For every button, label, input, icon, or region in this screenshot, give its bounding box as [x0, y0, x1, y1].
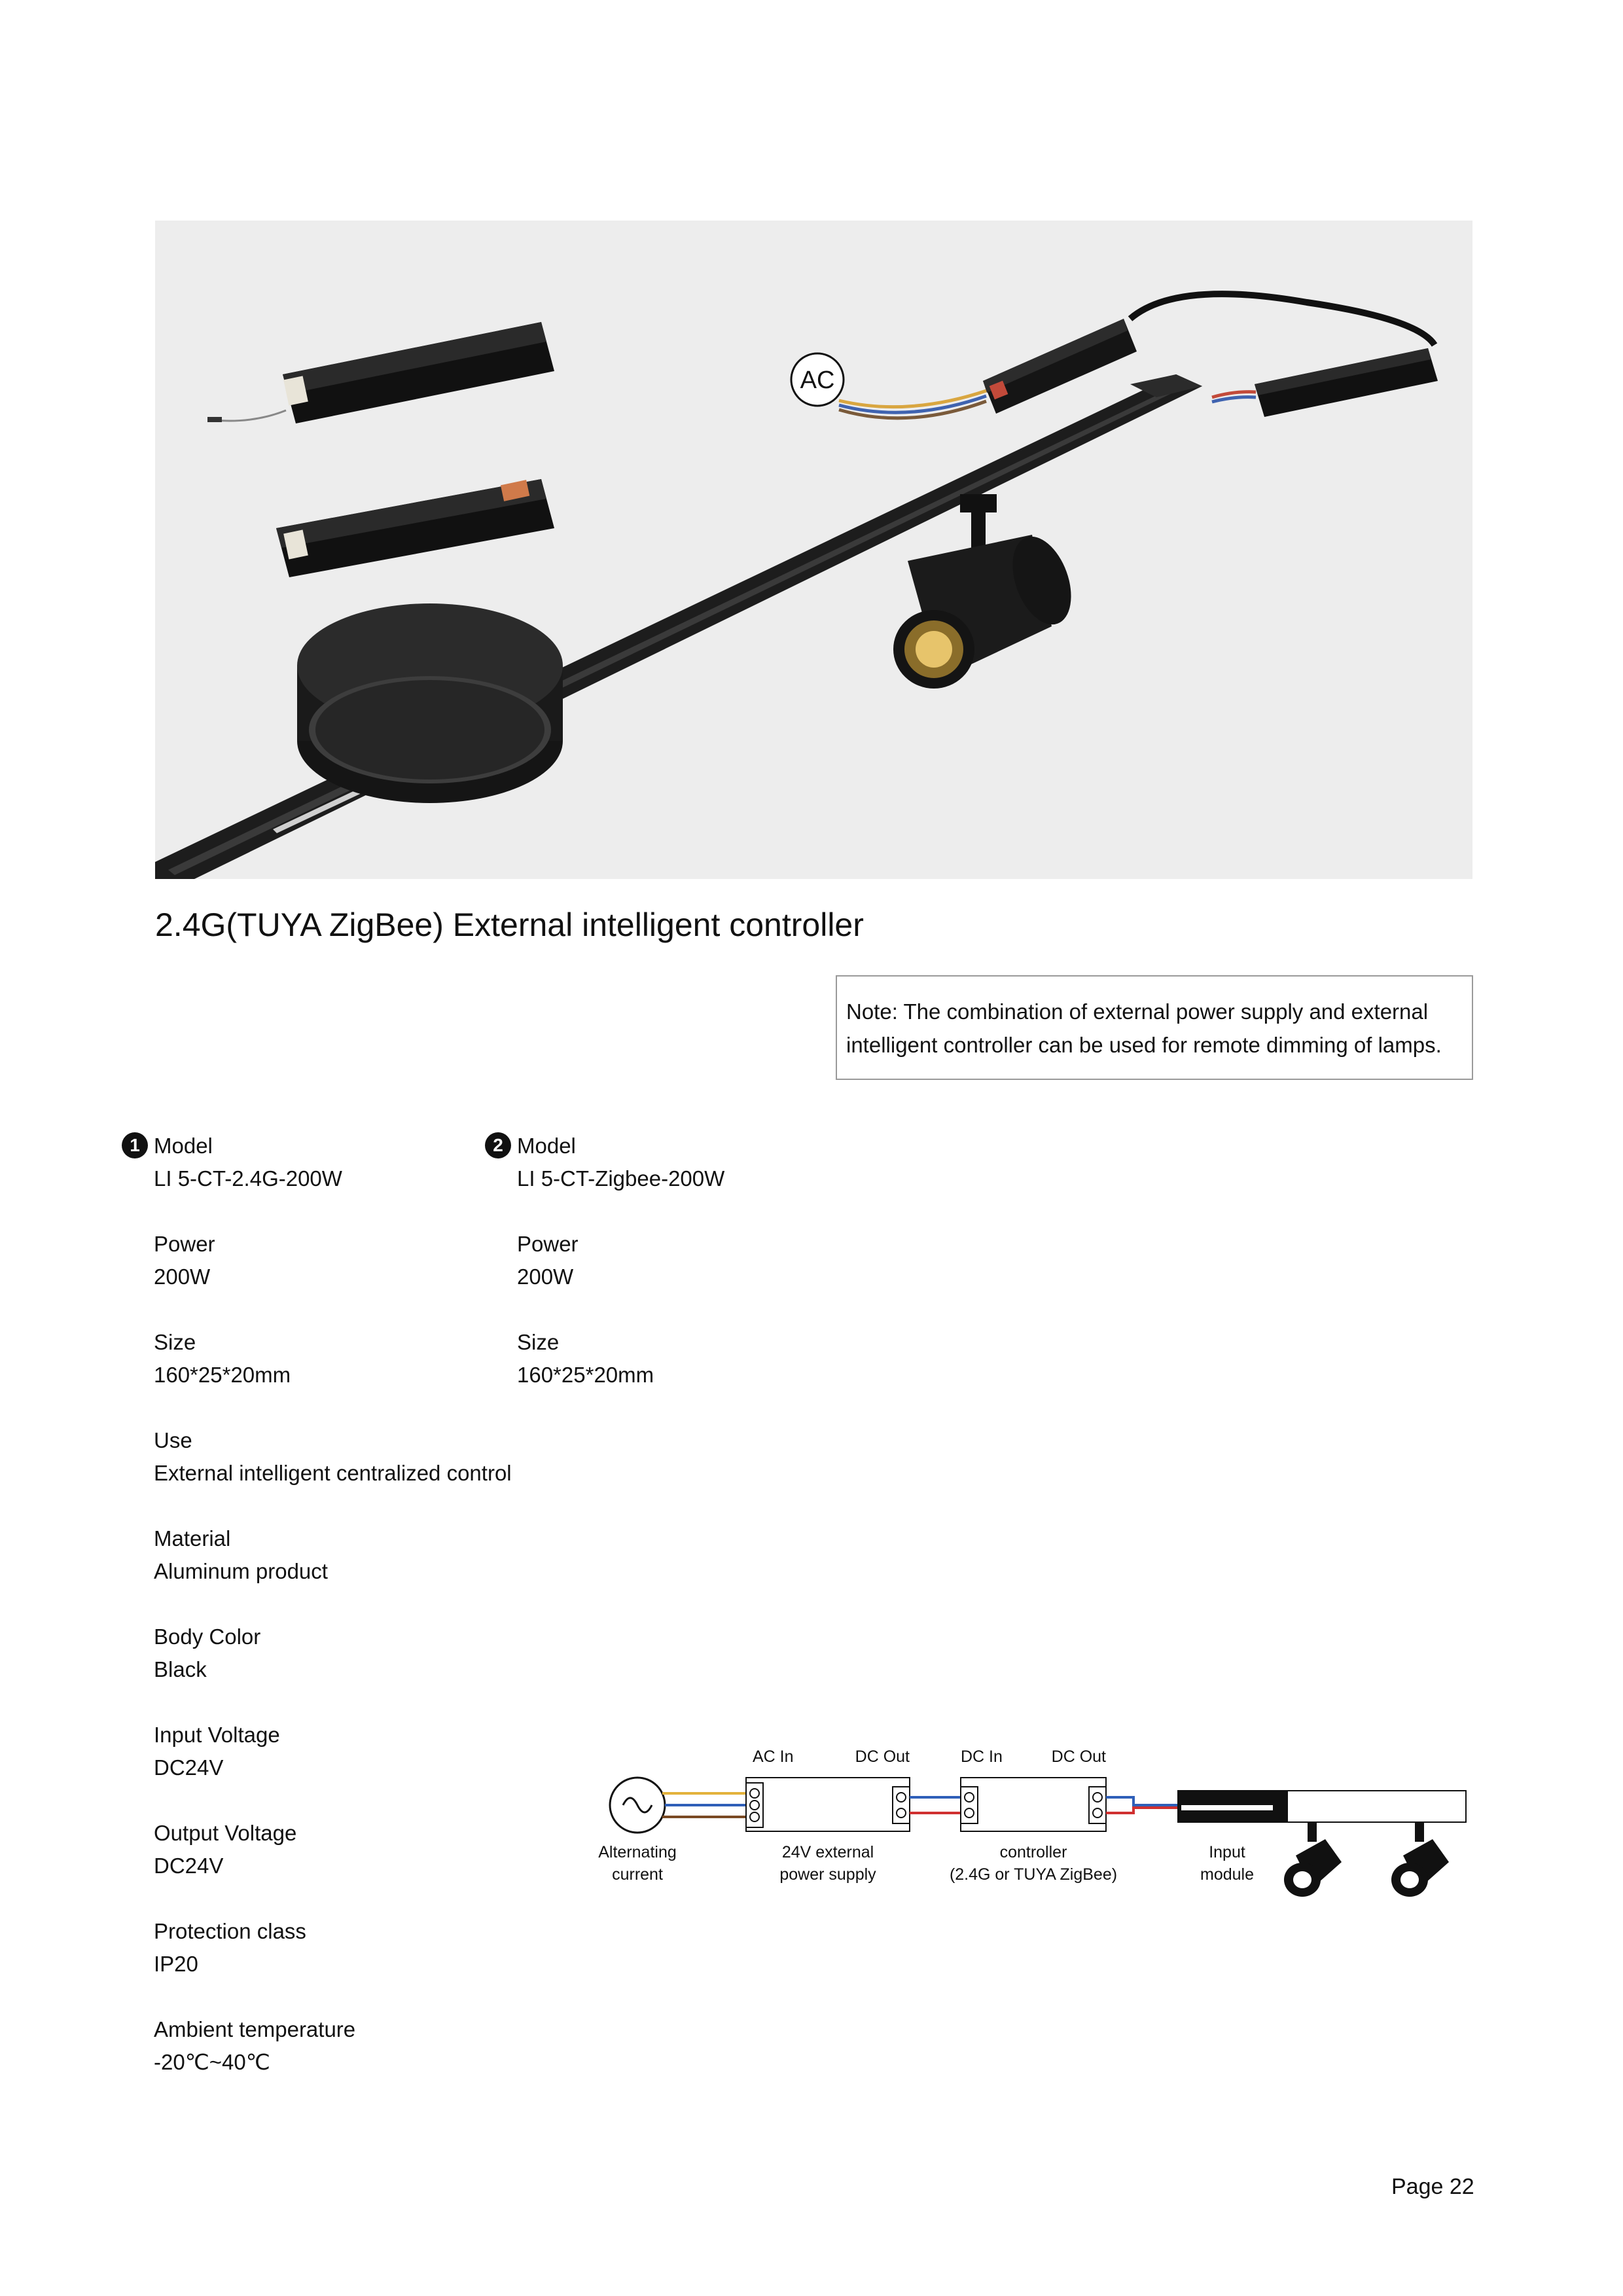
label-controller-1: controller [999, 1843, 1067, 1861]
spec-label: Use [154, 1428, 192, 1452]
spec-value: -20℃~40℃ [154, 2050, 270, 2074]
spec-label: Power [517, 1232, 579, 1256]
spec-power-2 [517, 1228, 579, 1293]
spec-label: Size [154, 1330, 196, 1354]
spec-label: Power [154, 1232, 215, 1256]
spec-label: Output Voltage [154, 1821, 297, 1845]
controller-unit-1 [207, 322, 554, 423]
spec-label: Model [154, 1134, 213, 1158]
spec-value: DC24V [154, 1854, 224, 1878]
label-ac-source-1: Alternating [598, 1843, 677, 1861]
spec-use [154, 1424, 512, 1490]
controller-unit-2 [276, 479, 554, 577]
label-ac-source-2: current [612, 1865, 663, 1884]
spec-label: Protection class [154, 1919, 306, 1943]
spec-value: LI 5-CT-2.4G-200W [154, 1166, 342, 1191]
round-downlight [297, 603, 563, 803]
spec-material [154, 1522, 328, 1588]
spec-value: 200W [517, 1265, 574, 1289]
spec-input-voltage [154, 1719, 280, 1784]
spec-body-color [154, 1621, 260, 1686]
spotlight-icon-2 [1391, 1822, 1449, 1897]
product-hero-image [155, 221, 1472, 879]
spec-output-voltage [154, 1817, 296, 1882]
spec-model-2 [517, 1130, 724, 1195]
controller-box [961, 1778, 1106, 1831]
spec-value: LI 5-CT-Zigbee-200W [517, 1166, 725, 1191]
label-dc-out-1: DC Out [855, 1748, 910, 1766]
spec-value: Black [154, 1657, 207, 1681]
spec-label: Ambient temperature [154, 2017, 356, 2041]
spec-value: 160*25*20mm [154, 1363, 291, 1387]
label-controller-2: (2.4G or TUYA ZigBee) [949, 1865, 1118, 1884]
spec-label: Material [154, 1526, 231, 1551]
spec-label: Input Voltage [154, 1723, 280, 1747]
spec-ambient-temperature [154, 2013, 355, 2079]
label-ac-in: AC In [753, 1748, 794, 1766]
spec-value: External intelligent centralized control [154, 1461, 512, 1485]
label-psu-2: power supply [779, 1865, 876, 1884]
spec-label: Model [517, 1134, 576, 1158]
spec-protection-class [154, 1915, 306, 1981]
model-1-badge: 1 [122, 1132, 148, 1158]
spotlight-icon-1 [1284, 1822, 1342, 1897]
ac-badge-label: AC [800, 367, 835, 394]
spec-value: DC24V [154, 1755, 224, 1780]
spec-value: Aluminum product [154, 1559, 328, 1583]
model-2-badge: 2 [485, 1132, 511, 1158]
spec-size-2 [517, 1326, 654, 1391]
spec-power-1 [154, 1228, 215, 1293]
page-number: Page 22 [1391, 2174, 1474, 2199]
note-line-2: intelligent controller can be used for remote dimming of lamps. [846, 1033, 1442, 1057]
spec-label: Size [517, 1330, 560, 1354]
label-psu-1: 24V external [781, 1843, 874, 1861]
label-dc-in: DC In [961, 1748, 1003, 1766]
spec-value: 200W [154, 1265, 211, 1289]
page-title: 2.4G(TUYA ZigBee) External intelligent controller [155, 906, 864, 943]
label-input-module-2: module [1200, 1865, 1254, 1884]
note-line-1: Note: The combination of external power supply and external [846, 999, 1429, 1024]
spec-value: 160*25*20mm [517, 1363, 654, 1387]
label-input-module-1: Input [1209, 1843, 1245, 1861]
spec-value: IP20 [154, 1952, 198, 1976]
wiring-diagram [589, 1728, 1479, 1924]
power-supply-unit [983, 319, 1137, 414]
power-supply-box [746, 1778, 910, 1831]
note-box [836, 975, 1473, 1080]
spec-label: Body Color [154, 1624, 261, 1649]
label-dc-out-2: DC Out [1051, 1748, 1106, 1766]
controller-unit-3 [1212, 348, 1438, 417]
spec-model-1 [154, 1130, 342, 1195]
spec-size-1 [154, 1326, 291, 1391]
